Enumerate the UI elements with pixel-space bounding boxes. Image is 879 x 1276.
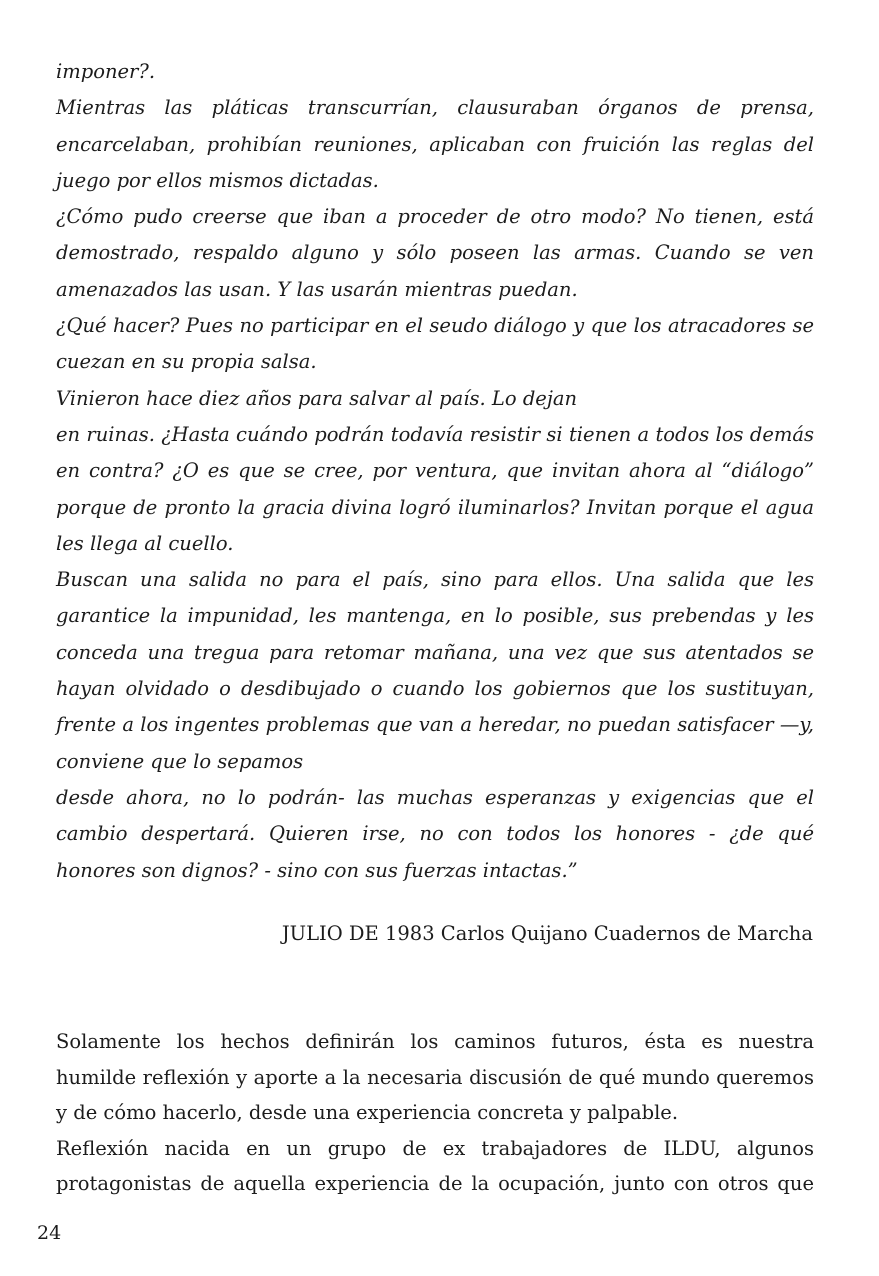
body-paragraph: Reflexión nacida en un grupo de ex trabajadores de ILDU, algunos protagonistas de aquella experiencia de la ocupación, junto con otros que [56, 1136, 814, 1195]
quote-paragraph: desde ahora, no lo podrán- las muchas esperanzas y exigencias que el cambio despertará. Quieren irse, no con todos los honores - ¿de qué honores son dignos? - sino con sus fuerzas intactas.” [56, 785, 814, 882]
quote-paragraph: imponer?. [56, 60, 156, 83]
quote-paragraph: ¿Cómo pudo creerse que iban a proceder de otro modo? No tienen, está demostrado, respaldo alguno y sólo poseen las armas. Cuando se ven amenazados las usan. Y las usarán mientras puedan. [56, 205, 814, 301]
quoted-text-block [56, 54, 814, 889]
quote-attribution: JULIO DE 1983 Carlos Quijano Cuadernos de Marcha [281, 922, 813, 945]
quote-paragraph: Vinieron hace diez años para salvar al país. Lo dejan [56, 386, 578, 410]
body-text-block [56, 1024, 814, 1202]
body-paragraph: Solamente los hechos definirán los caminos futuros, ésta es nuestra humilde reflexión y aporte a la necesaria discusión de qué mundo queremos y de cómo hacerlo, desde una experiencia concreta y palpable. [56, 1030, 814, 1124]
quote-paragraph: Mientras las pláticas transcurrían, clausuraban órganos de prensa, encarcelaban, prohibían reuniones, aplicaban con fruición las reglas del juego por ellos mismos dictadas. [56, 96, 814, 192]
quote-paragraph: Buscan una salida no para el país, sino para ellos. Una salida que les garantice la impunidad, les mantenga, en lo posible, sus prebendas y les conceda una tregua para retomar mañana, una vez que sus atentados se hayan olvidado o desdibujado o cuando los gobiernos que los sustituyan, frente a los ingentes problemas que van a heredar, no puedan satisfacer —y, conviene que lo sepamos [56, 568, 814, 773]
quote-paragraph: ¿Qué hacer? Pues no participar en el seudo diálogo y que los atracadores se cuezan en su propia salsa. [56, 314, 814, 374]
quote-paragraph: en ruinas. ¿Hasta cuándo podrán todavía resistir si tienen a todos los demás en contra? ¿O es que se cree, por ventura, que invitan ahora al “diálogo” porque de pronto la gracia divina logró iluminarlos? Invitan porque el agua les llega al cuello. [56, 422, 814, 555]
page-number: 24 [37, 1222, 62, 1244]
